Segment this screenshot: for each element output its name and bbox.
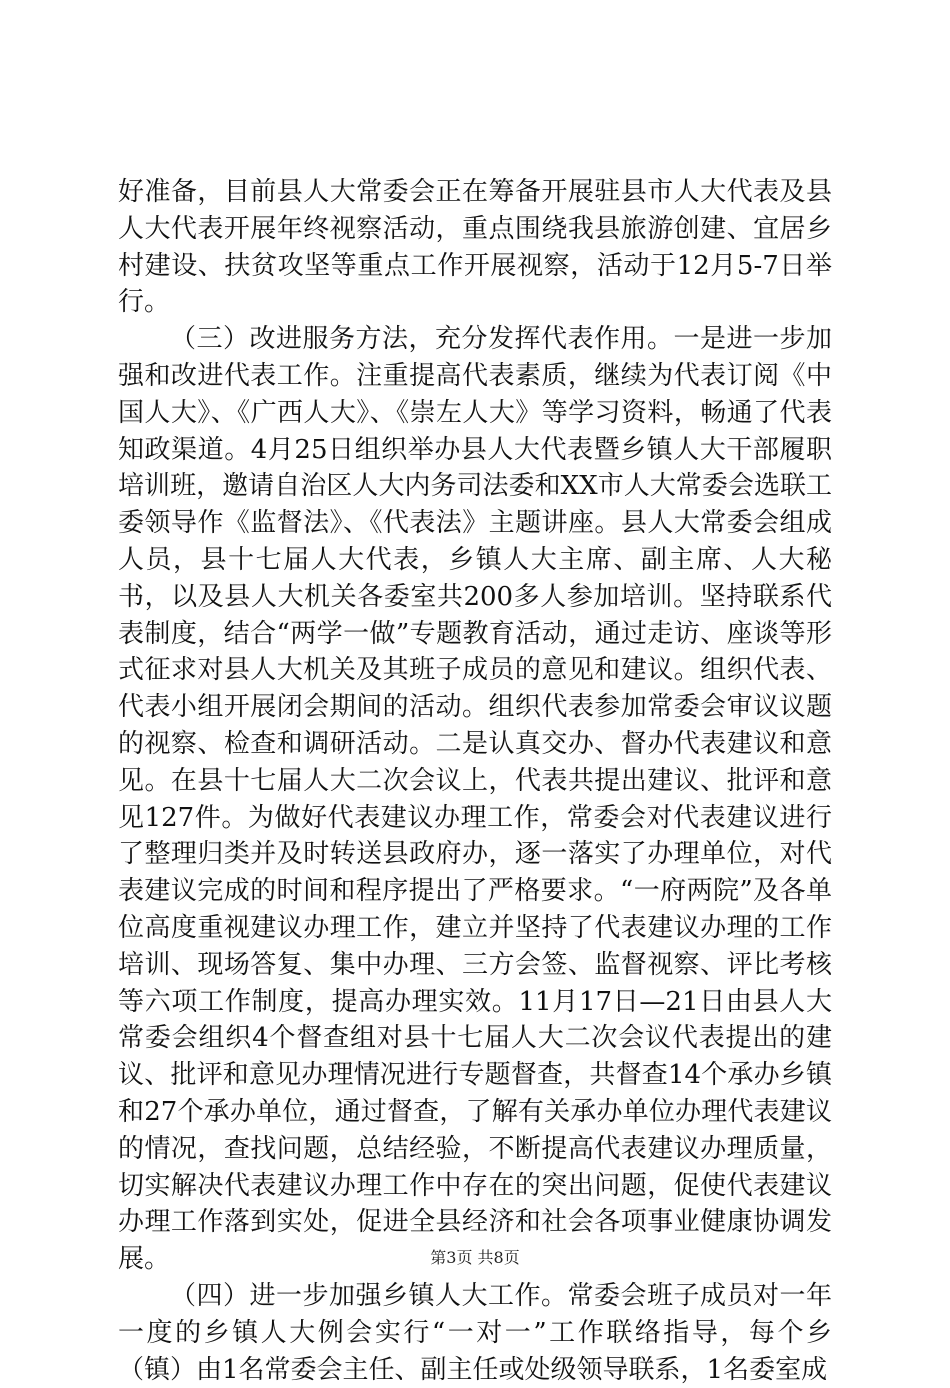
document-body <box>118 174 832 1388</box>
paragraph-continuation: 好准备，目前县人大常委会正在筹备开展驻县市人大代表及县人大代表开展年终视察活动，重点围绕我县旅游创建、宜居乡村建设、扶贫攻坚等重点工作开展视察，活动于12月5-7日举行。 <box>118 177 832 318</box>
paragraph-section-four: （四）进一步加强乡镇人大工作。常委会班子成员对一年一度的乡镇人大例会实行“一对一”工作联络指导，每个乡（镇）由1名常委会主任、副主任或处级领导联系，1名委室成 <box>118 1280 832 1385</box>
paragraph-section-three: （三）改进服务方法，充分发挥代表作用。一是进一步加强和改进代表工作。注重提高代表素质，继续为代表订阅《中国人大》、《广西人大》、《崇左人大》等学习资料，畅通了代表知政渠道。4月25日组织举办县人大代表暨乡镇人大干部履职培训班，邀请自治区人大内务司法委和XX市人大常委会选联工委领导作《监督法》、《代表法》主题讲座。县人大常委会组成人员，县十七届人大代表，乡镇人大主席、副主席、人大秘书，以及县人大机关各委室共200多人参加培训。坚持联系代表制度，结合“两学一做”专题教育活动，通过走访、座谈等形式征求对县人大机关及其班子成员的意见和建议。组织代表、代表小组开展闭会期间的活动。组织代表参加常委会审议议题的视察、检查和调研活动。二是认真交办、督办代表建议和意见。在县十七届人大二次会议上，代表共提出建议、批评和意见127件。为做好代表建议办理工作，常委会对代表建议进行了整理归类并及时转送县政府办，逐一落实了办理单位，对代表建议完成的时间和程序提出了严格要求。“一府两院”及各单位高度重视建议办理工作，建立并坚持了代表建议办理的工作培训、现场答复、集中办理、三方会签、监督视察、评比考核等六项工作制度，提高办理实效。11月17日—21日由县人大常委会组织4个督查组对县十七届人大二次会议代表提出的建议、批评和意见办理情况进行专题督查，共督查14个承办乡镇和27个承办单位，通过督查，了解有关承办单位办理代表建议的情况，查找问题，总结经验，不断提高代表建议办理质量，切实解决代表建议办理工作中存在的突出问题，促使代表建议办理工作落到实处，促进全县经济和社会各项事业健康协调发展。 <box>118 324 832 1275</box>
page-number-footer: 第3页 共8页 <box>430 1248 520 1267</box>
